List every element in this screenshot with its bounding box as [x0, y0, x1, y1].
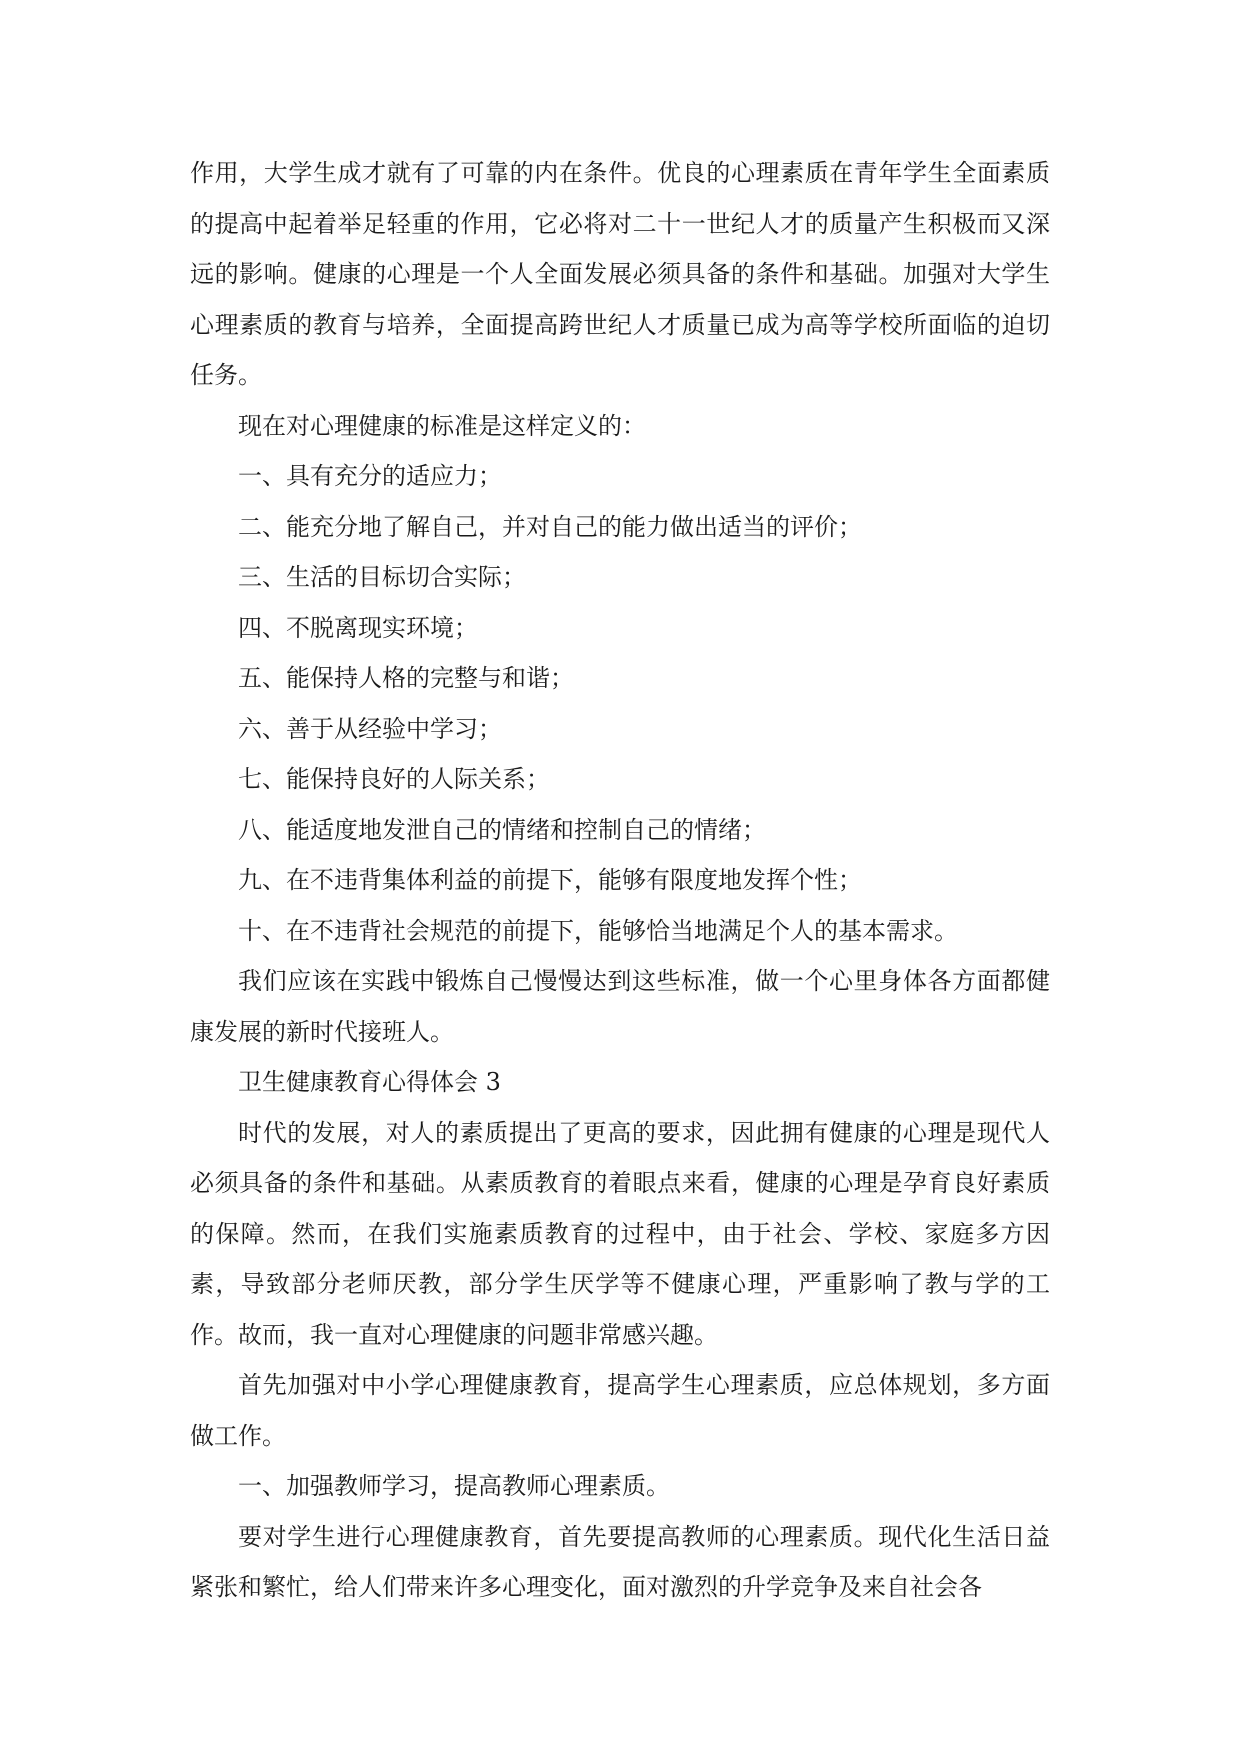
paragraph: 现在对心理健康的标准是这样定义的： [238, 411, 646, 440]
paragraph: 时代的发展，对人的素质提出了更高的要求，因此拥有健康的心理是现代人必须具备的条件和基础。从素质教育的着眼点来看，健康的心理是孕育良好素质的保障。然而，在我们实施素质教育的过程中，由于社会、学校、家庭多方因素，导致部分老师厌教，部分学生厌学等不健康心理，严重影响了教与学的工作。故而，我一直对心理健康的问题非常感兴趣。 [190, 1118, 1050, 1349]
paragraph: 作用，大学生成才就有了可靠的内在条件。优良的心理素质在青年学生全面素质的提高中起着举足轻重的作用，它必将对二十一世纪人才的质量产生积极而又深远的影响。健康的心理是一个人全面发展必须具备的条件和基础。加强对大学生心理素质的教育与培养，全面提高跨世纪人才质量已成为高等学校所面临的迫切任务。 [190, 159, 1050, 389]
subsection-heading: 一、加强教师学习，提高教师心理素质。 [238, 1472, 670, 1500]
paragraph: 我们应该在实践中锻炼自己慢慢达到这些标准，做一个心里身体各方面都健康发展的新时代接班人。 [190, 967, 1050, 1046]
list-item: 二、能充分地了解自己，并对自己的能力做出适当的评价； [238, 512, 862, 541]
list-item: 九、在不违背集体利益的前提下，能够有限度地发挥个性； [238, 866, 862, 894]
document-body [190, 148, 1050, 1613]
list-item: 一、具有充分的适应力； [238, 462, 502, 490]
list-item: 十、在不违背社会规范的前提下，能够恰当地满足个人的基本需求。 [238, 916, 958, 945]
list-item: 六、善于从经验中学习； [238, 714, 502, 743]
list-item: 三、生活的目标切合实际； [238, 563, 526, 591]
list-item: 八、能适度地发泄自己的情绪和控制自己的情绪； [238, 815, 766, 844]
list-item: 四、不脱离现实环境； [238, 613, 478, 642]
paragraph: 首先加强对中小学心理健康教育，提高学生心理素质，应总体规划，多方面做工作。 [190, 1371, 1050, 1450]
list-item: 五、能保持人格的完整与和谐； [238, 664, 574, 692]
section-heading: 卫生健康教育心得体会 3 [238, 1068, 501, 1096]
list-item: 七、能保持良好的人际关系； [238, 765, 550, 793]
paragraph: 要对学生进行心理健康教育，首先要提高教师的心理素质。现代化生活日益紧张和繁忙，给人们带来许多心理变化，面对激烈的升学竞争及来自社会各 [190, 1522, 1050, 1601]
